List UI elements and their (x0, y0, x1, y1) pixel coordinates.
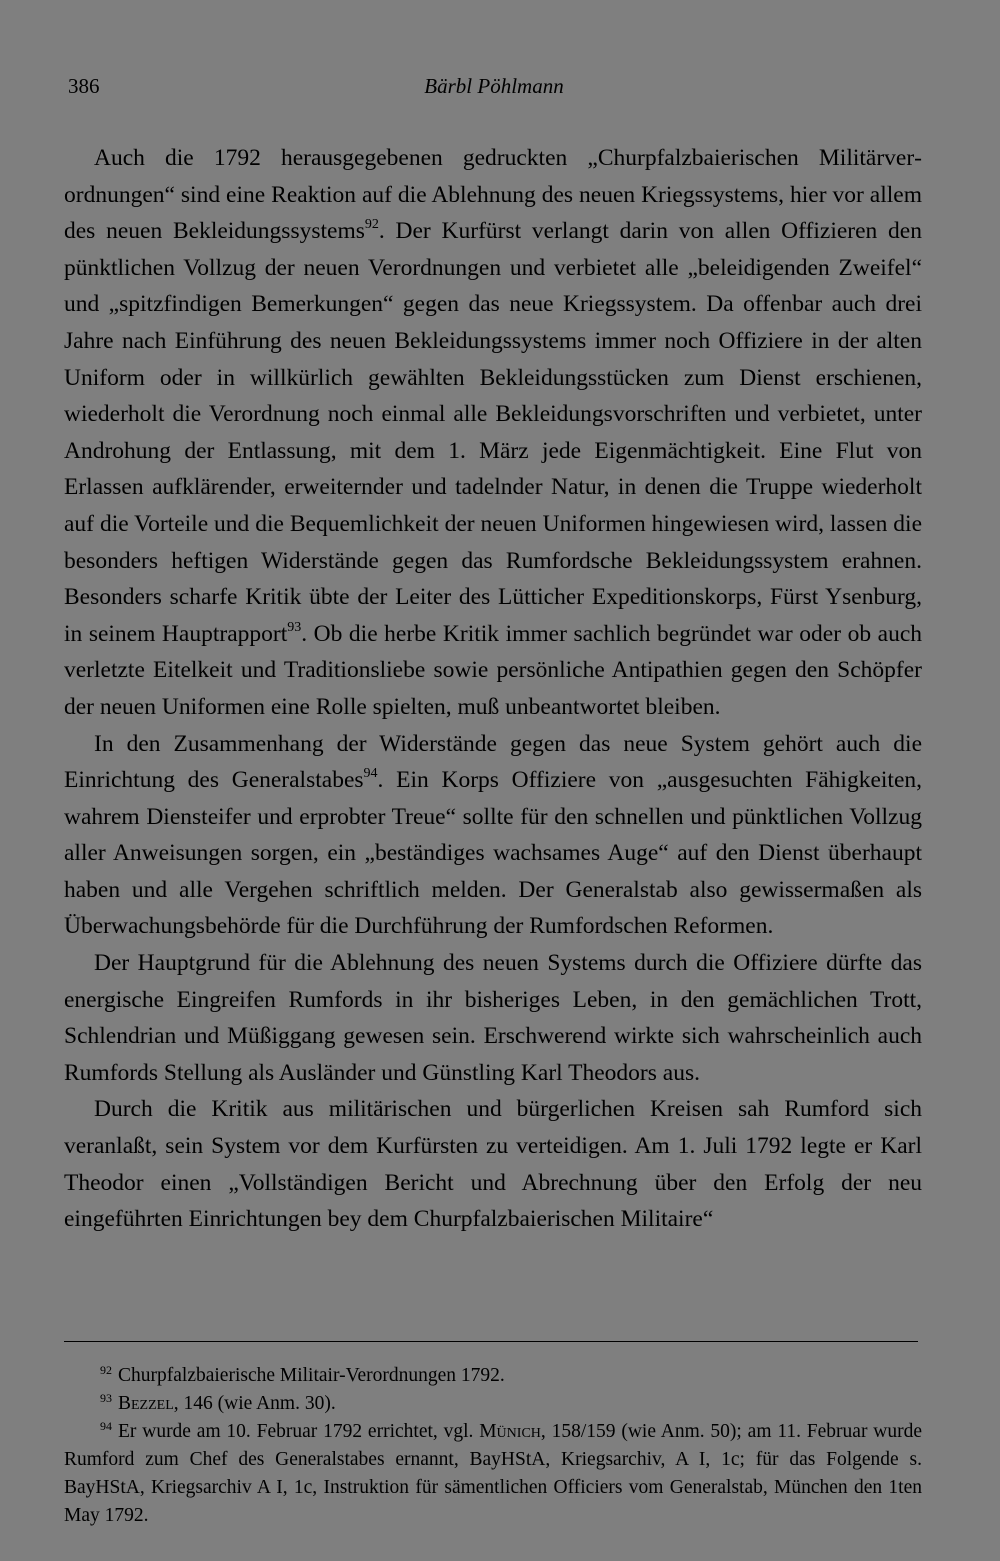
footnote-ref-94: 94 (363, 766, 378, 782)
author-name: Münich (479, 1421, 541, 1442)
footnote-92: 92 Churpfalzbaierische Militair-Verordnungen 1792. (100, 1363, 505, 1386)
paragraph-2 (64, 726, 922, 946)
page-number: 386 (68, 74, 100, 98)
paragraph-1 (64, 140, 922, 726)
footnote-text: Churpfalzbaierische Militair-Verordnungen 1792. (118, 1365, 505, 1386)
footnote-text: , 146 (wie Anm. 30). (173, 1393, 336, 1414)
paragraph-1-part-b: . Der Kurfürst verlangt darin von allen Offizieren den pünktlichen Vollzug der neuen Verordnungen und verbietet alle „beleidigenden Zweifel“ und „spitzfindigen Bemerkungen“ gegen das neue Kriegssystem. Da offenbar auch drei Jahre nach Einführung des neuen Bekleidungssystems immer noch Offiziere in der alten Uniform oder in willkürlich gewählten Bekleidungsstücken zum Dienst erschienen, wiederholt die Verordnung noch einmal alle Bekleidungsvorschriften und verbietet, unter Androhung der Entlassung, mit dem 1. März jede Eigenmächtigkeit. Eine Flut von Erlassen aufklärender, erweiternder und tadelnder Natur, in denen die Truppe wiederholt auf die Vorteile und die Bequemlichkeit der neuen Uniformen hingewiesen wird, lassen die besonders heftigen Widerstände gegen das Rumfordsche Bekleidungssystem erahnen. Besonders scharfe Kritik übte der Leiter des Lütticher Expeditionskorps, Fürst Ysenburg, in seinem Hauptrapport (64, 218, 922, 647)
footnotes (64, 1362, 922, 1530)
running-head: Bärbl Pöhlmann (424, 74, 564, 98)
paragraph-4: Durch die Kritik aus militärischen und bürgerlichen Kreisen sah Rumford sich veranlaßt, sein System vor dem Kurfürsten zu verteidigen. Am 1. Juli 1792 legte er Karl Theodor einen „Vollständigen Bericht und Abrechnung über den Erfolg der neu eingeführten Einrichtungen bey dem Churpfalzbaierischen Militaire“ (64, 1096, 922, 1233)
footnote-94: 94 Er wurde am 10. Februar 1792 errichtet, vgl. Münich, 158/159 (wie Anm. 50); am 11. Februar wurde Rumford zum Chef des Generalstabes ernannt, BayHStA, Kriegsarchiv, A I, 1c; für das Folgende s. BayHStA, Kriegsarchiv A I, 1c, Instruktion für sämentlichen Officiers vom Generalstab, München den 1ten May 1792. (64, 1419, 922, 1526)
footnote-ref-93: 93 (287, 619, 302, 635)
footnote-93: 93 Bezzel, 146 (wie Anm. 30). (100, 1391, 336, 1414)
paragraph-1-part-a: Auch die 1792 herausgegebenen gedruckten „Churpfalzbaierischen Militärverordnungen“ sind eine Reaktion auf die Ablehnung des neuen Kriegssystems, hier vor allem des neuen Bekleidungssystems (64, 145, 922, 245)
footnote-text: , 158/159 (wie Anm. 50); am 11. Februar wurde Rumford zum Chef des Generalstabes ernannt, BayHStA, Kriegsarchiv, A I, 1c; für das Folgende s. BayHStA, Kriegsarchiv A I, 1c, Instruktion für sämentlichen Officiers vom Generalstab, München den 1ten May 1792. (64, 1421, 922, 1526)
footnote-ref-92: 92 (364, 217, 379, 233)
footnote-text-pre: Er wurde am 10. Februar 1792 errichtet, vgl. (118, 1421, 480, 1442)
main-text (64, 140, 922, 1238)
page-header (68, 74, 920, 104)
paragraph-2-part-a: In den Zusammenhang der Widerstände gegen das neue System gehört auch die Einrichtung des Generalstabes (64, 730, 922, 794)
paragraph-3: Der Hauptgrund für die Ablehnung des neuen Systems durch die Offiziere dürfte das energische Eingreifen Rumfords in ihr bisheriges Leben, in den gemächlichen Trott, Schlendrian und Müßiggang gewesen sein. Erschwerend wirkte sich wahrscheinlich auch Rumfords Stellung als Ausländer und Günstling Karl Theodors aus. (64, 950, 922, 1086)
author-name: Bezzel (118, 1393, 174, 1414)
footnote-separator (64, 1341, 918, 1342)
paragraph-1-part-c: . Ob die herbe Kritik immer sachlich begründet war oder ob auch verletzte Eitelkeit und Traditionsliebe sowie persönliche Antipathien gegen den Schöpfer der neuen Uniformen eine Rolle spielten, muß unbeantwortet bleiben. (64, 620, 922, 720)
paragraph-2-part-b: . Ein Korps Offiziere von „ausgesuchten Fähigkeiten, wahrem Diensteifer und erprobter Treue“ sollte für den schnellen und pünktlichen Vollzug aller Anweisungen sorgen, ein „beständiges wachsames Auge“ auf den Dienst überhaupt haben und alle Vergehen schriftlich melden. Der Generalstab also gewissermaßen als Überwachungsbehörde für die Durchführung der Rumfordschen Reformen. (64, 767, 922, 940)
